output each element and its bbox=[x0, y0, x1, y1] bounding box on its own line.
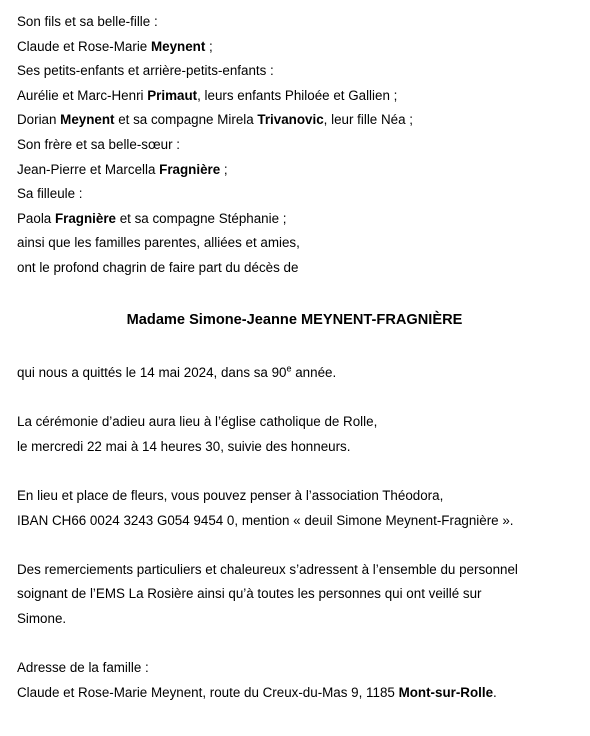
text-segment: Dorian bbox=[17, 112, 61, 128]
text-segment: et sa compagne Stéphanie ; bbox=[116, 210, 287, 226]
text-segment: qui nous a quittés le 14 mai 2024, dans sa 90 bbox=[17, 365, 287, 380]
text-segment: . bbox=[493, 684, 497, 700]
ceremony-line-2: le mercredi 22 mai à 14 heures 30, suivie des honneurs. bbox=[17, 438, 351, 454]
grandchild-line-2 bbox=[17, 108, 582, 133]
surname: Fragnière bbox=[54, 210, 116, 226]
paragraph-spacer bbox=[17, 632, 582, 657]
paragraph-spacer bbox=[17, 386, 582, 411]
relatives-line: ainsi que les familles parentes, alliées et amies, bbox=[17, 235, 300, 251]
notice-body bbox=[17, 361, 582, 705]
son-couple-line bbox=[17, 35, 582, 60]
paragraph-spacer bbox=[17, 533, 582, 558]
text-segment: ; bbox=[220, 161, 228, 177]
announcement-line: ont le profond chagrin de faire part du décès de bbox=[17, 259, 299, 275]
sibling-couple-line bbox=[17, 158, 582, 183]
thanks-line-2: soignant de l’EMS La Rosière ainsi qu’à toutes les personnes qui ont veillé sur bbox=[17, 586, 482, 602]
surname: Meynent bbox=[150, 38, 206, 54]
surname: Meynent bbox=[60, 112, 115, 128]
goddaughter-heading: Sa filleule : bbox=[17, 186, 83, 202]
address-line bbox=[17, 681, 582, 706]
thanks-line-3: Simone. bbox=[17, 610, 67, 626]
text-segment: année. bbox=[291, 365, 337, 380]
text-segment: Paola bbox=[17, 210, 55, 226]
ceremony-line-1: La cérémonie d’adieu aura lieu à l’église catholique de Rolle, bbox=[17, 414, 378, 430]
surname: Fragnière bbox=[159, 161, 221, 177]
text-segment: et sa compagne Mirela bbox=[114, 112, 258, 128]
son-heading: Son fils et sa belle-fille : bbox=[17, 14, 158, 29]
sibling-heading: Son frère et sa belle-sœur : bbox=[17, 136, 180, 152]
text-segment: , leurs enfants Philoée et Gallien ; bbox=[197, 87, 398, 103]
paragraph-spacer bbox=[17, 459, 582, 484]
donation-line-1: En lieu et place de fleurs, vous pouvez penser à l’association Théodora, bbox=[17, 487, 444, 503]
goddaughter-line bbox=[17, 207, 582, 232]
surname: Trivanovic bbox=[257, 112, 324, 128]
death-notice-line bbox=[17, 361, 582, 386]
text-segment: Aurélie et Marc-Henri bbox=[17, 87, 148, 103]
text-segment: ; bbox=[205, 38, 213, 54]
grandchild-line-1 bbox=[17, 84, 582, 109]
thanks-line-1: Des remerciements particuliers et chaleureux s’adressent à l’ensemble du personnel bbox=[17, 561, 518, 577]
surname: Primaut bbox=[147, 87, 198, 103]
obituary-document bbox=[17, 10, 582, 700]
grandchildren-heading: Ses petits-enfants et arrière-petits-enfants : bbox=[17, 63, 274, 79]
ordinal-superscript: e bbox=[286, 363, 292, 374]
text-segment: Jean-Pierre et Marcella bbox=[17, 161, 160, 177]
text-segment: Claude et Rose-Marie Meynent, route du Creux-du-Mas 9, 1185 bbox=[17, 684, 399, 700]
donation-line-2: IBAN CH66 0024 3243 G054 9454 0, mention « deuil Simone Meynent-Fragnière ». bbox=[17, 512, 514, 528]
locality: Mont-sur-Rolle bbox=[398, 684, 494, 700]
deceased-name: Madame Simone-Jeanne MEYNENT-FRAGNIÈRE bbox=[126, 312, 463, 328]
text-segment: , leur fille Néa ; bbox=[323, 112, 413, 128]
address-heading: Adresse de la famille : bbox=[17, 660, 149, 676]
text-segment: Claude et Rose-Marie bbox=[17, 38, 151, 54]
